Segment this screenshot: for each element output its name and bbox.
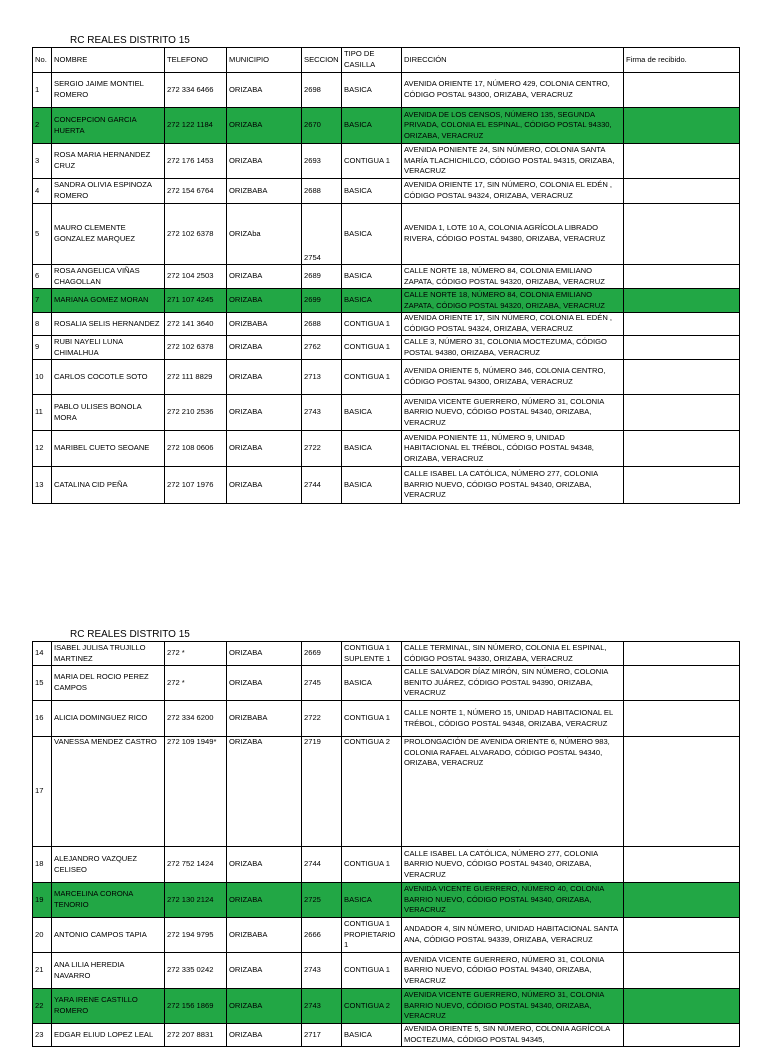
cell-direccion: CALLE SALVADOR DÍAZ MIRÓN, SIN NÚMERO, COLONIA BENITO JUÁREZ, CÓDIGO POSTAL 94390, ORIZABA, VERACRUZ [402, 666, 624, 701]
cell-tipo-casilla: BASICA [342, 395, 402, 431]
cell-firma [624, 883, 740, 918]
cell-seccion: 2688 [302, 313, 342, 336]
cell-municipio: ORIZABA [227, 289, 302, 313]
table-row [33, 395, 740, 431]
cell-no: 13 [33, 467, 52, 504]
table-row [33, 289, 740, 313]
cell-municipio: ORIZABA [227, 73, 302, 108]
cell-nombre: MARIA DEL ROCIO PEREZ CAMPOS [52, 666, 165, 701]
cell-nombre: PABLO ULISES BONOLA MORA [52, 395, 165, 431]
header-no: No. [33, 48, 52, 73]
cell-tipo-casilla: BASICA [342, 204, 402, 265]
table-row [33, 73, 740, 108]
cell-direccion: CALLE NORTE 1, NÚMERO 15, UNIDAD HABITACIONAL EL TRÉBOL, CÓDIGO POSTAL 94348, ORIZABA, VERACRUZ [402, 701, 624, 737]
cell-tipo-casilla: CONTIGUA 2 [342, 737, 402, 847]
cell-municipio: ORIZABA [227, 883, 302, 918]
table-row [33, 144, 740, 179]
cell-firma [624, 642, 740, 666]
cell-nombre: VANESSA MENDEZ CASTRO [52, 737, 165, 847]
cell-tipo-casilla: CONTIGUA 2 [342, 989, 402, 1024]
cell-tipo-casilla: CONTIGUA 1 [342, 701, 402, 737]
cell-no: 10 [33, 360, 52, 395]
cell-no: 3 [33, 144, 52, 179]
cell-no: 2 [33, 108, 52, 144]
cell-direccion: CALLE NORTE 18, NÚMERO 84, COLONIA EMILIANO ZAPATA, CÓDIGO POSTAL 94320, ORIZABA, VERACRUZ [402, 265, 624, 289]
block-title: RC REALES DISTRITO 15 [70, 35, 190, 46]
cell-direccion: AVENIDA PONIENTE 11, NÚMERO 9, UNIDAD HABITACIONAL EL TRÉBOL, CÓDIGO POSTAL 94348, ORIZABA, VERACRUZ [402, 431, 624, 467]
table-row [33, 953, 740, 989]
cell-municipio: ORIZABA [227, 265, 302, 289]
cell-firma [624, 918, 740, 953]
cell-firma [624, 467, 740, 504]
cell-firma [624, 336, 740, 360]
cell-municipio: ORIZABA [227, 1024, 302, 1047]
cell-nombre: ROSA MARIA HERNANDEZ CRUZ [52, 144, 165, 179]
cell-nombre: MAURO CLEMENTE GONZALEZ MARQUEZ [52, 204, 165, 265]
cell-telefono: 272 194 9795 [165, 918, 227, 953]
cell-telefono: 272 102 6378 [165, 204, 227, 265]
cell-telefono: 272 * [165, 642, 227, 666]
cell-municipio: ORIZABA [227, 144, 302, 179]
cell-municipio: ORIZABA [227, 642, 302, 666]
cell-firma [624, 360, 740, 395]
cell-nombre: CARLOS COCOTLE SOTO [52, 360, 165, 395]
cell-municipio: ORIZABA [227, 989, 302, 1024]
cell-nombre: ALICIA DOMINGUEZ RICO [52, 701, 165, 737]
cell-seccion: 2719 [302, 737, 342, 847]
block-title: RC REALES DISTRITO 15 [70, 629, 190, 640]
cell-tipo-casilla: CONTIGUA 1 [342, 360, 402, 395]
cell-municipio: ORIZBABA [227, 179, 302, 204]
cell-municipio: ORIZBABA [227, 918, 302, 953]
table-row [33, 431, 740, 467]
cell-nombre: YARA IRENE CASTILLO ROMERO [52, 989, 165, 1024]
cell-no: 20 [33, 918, 52, 953]
cell-telefono: 272 109 1949* [165, 737, 227, 847]
cell-no: 7 [33, 289, 52, 313]
header-direccion: DIRECCIÓN [402, 48, 624, 73]
cell-telefono: 272 752 1424 [165, 847, 227, 883]
cell-seccion: 2743 [302, 953, 342, 989]
cell-tipo-casilla: CONTIGUA 1 [342, 953, 402, 989]
cell-no: 8 [33, 313, 52, 336]
cell-telefono: 272 334 6466 [165, 73, 227, 108]
cell-tipo-casilla: BASICA [342, 73, 402, 108]
cell-municipio: ORIZBABA [227, 701, 302, 737]
table-row [33, 265, 740, 289]
table-row [33, 737, 740, 847]
cell-telefono: 272 111 8829 [165, 360, 227, 395]
cell-nombre: SERGIO JAIME MONTIEL ROMERO [52, 73, 165, 108]
cell-municipio: ORIZABA [227, 395, 302, 431]
table-row [33, 179, 740, 204]
cell-firma [624, 395, 740, 431]
cell-direccion: AVENIDA ORIENTE 5, SIN NÚMERO, COLONIA AGRÍCOLA MOCTEZUMA, CÓDIGO POSTAL 94345, [402, 1024, 624, 1047]
cell-nombre: RUBI NAYELI LUNA CHIMALHUA [52, 336, 165, 360]
cell-nombre: ROSA ANGELICA VIÑAS CHAGOLLAN [52, 265, 165, 289]
table-row [33, 989, 740, 1024]
cell-no: 14 [33, 642, 52, 666]
cell-direccion: AVENIDA ORIENTE 5, NÚMERO 346, COLONIA CENTRO, CÓDIGO POSTAL 94300, ORIZABA, VERACRUZ [402, 360, 624, 395]
cell-no: 1 [33, 73, 52, 108]
cell-no: 15 [33, 666, 52, 701]
cell-direccion: AVENIDA VICENTE GUERRERO, NÚMERO 31, COLONIA BARRIO NUEVO, CÓDIGO POSTAL 94340, ORIZABA, VERACRUZ [402, 395, 624, 431]
cell-seccion: 2699 [302, 289, 342, 313]
cell-direccion: AVENIDA VICENTE GUERRERO, NÚMERO 31, COLONIA BARRIO NUEVO, CÓDIGO POSTAL 94340, ORIZABA, VERACRUZ [402, 989, 624, 1024]
table-row [33, 108, 740, 144]
cell-telefono: 272 130 2124 [165, 883, 227, 918]
cell-seccion: 2689 [302, 265, 342, 289]
cell-seccion: 2713 [302, 360, 342, 395]
cell-seccion: 2693 [302, 144, 342, 179]
cell-firma [624, 847, 740, 883]
cell-tipo-casilla: BASICA [342, 666, 402, 701]
cell-no: 22 [33, 989, 52, 1024]
cell-seccion: 2725 [302, 883, 342, 918]
cell-firma [624, 953, 740, 989]
cell-telefono: 272 156 1869 [165, 989, 227, 1024]
cell-telefono: 272 141 3640 [165, 313, 227, 336]
cell-direccion: AVENIDA VICENTE GUERRERO, NÚMERO 40, COLONIA BARRIO NUEVO, CÓDIGO POSTAL 94340, ORIZABA, VERACRUZ [402, 883, 624, 918]
cell-seccion: 2688 [302, 179, 342, 204]
cell-no: 21 [33, 953, 52, 989]
cell-nombre: EDGAR ELIUD LOPEZ LEAL [52, 1024, 165, 1047]
cell-firma [624, 179, 740, 204]
table-row [33, 701, 740, 737]
cell-no: 23 [33, 1024, 52, 1047]
cell-seccion: 2669 [302, 642, 342, 666]
header-seccion: SECCION [302, 48, 342, 73]
cell-municipio: ORIZABA [227, 847, 302, 883]
cell-seccion: 2754 [302, 204, 342, 265]
cell-nombre: ALEJANDRO VAZQUEZ CELISEO [52, 847, 165, 883]
cell-firma [624, 666, 740, 701]
cell-firma [624, 431, 740, 467]
cell-telefono: 272 122 1184 [165, 108, 227, 144]
table-row [33, 1024, 740, 1047]
header-tipo-casilla: TIPO DE CASILLA [342, 48, 402, 73]
cell-telefono: 271 107 4245 [165, 289, 227, 313]
cell-tipo-casilla: CONTIGUA 1 [342, 313, 402, 336]
cell-tipo-casilla: BASICA [342, 467, 402, 504]
cell-telefono: 272 107 1976 [165, 467, 227, 504]
cell-nombre: MARIANA GOMEZ MORAN [52, 289, 165, 313]
cell-tipo-casilla: CONTIGUA 1 SUPLENTE 1 [342, 642, 402, 666]
cell-direccion: CALLE ISABEL LA CATÓLICA, NÚMERO 277, COLONIA BARRIO NUEVO, CÓDIGO POSTAL 94340, ORIZABA, VERACRUZ [402, 467, 624, 504]
cell-direccion: ANDADOR 4, SIN NÚMERO, UNIDAD HABITACIONAL SANTA ANA, CÓDIGO POSTAL 94339, ORIZABA, VERACRUZ [402, 918, 624, 953]
cell-direccion: CALLE ISABEL LA CATÓLICA, NÚMERO 277, COLONIA BARRIO NUEVO, CÓDIGO POSTAL 94340, ORIZABA, VERACRUZ [402, 847, 624, 883]
roster-table-2 [32, 641, 740, 1047]
table-row [33, 883, 740, 918]
cell-firma [624, 108, 740, 144]
cell-firma [624, 144, 740, 179]
cell-nombre: CONCEPCION GARCIA HUERTA [52, 108, 165, 144]
table-row [33, 642, 740, 666]
header-nombre: NOMBRE [52, 48, 165, 73]
cell-firma [624, 204, 740, 265]
cell-no: 5 [33, 204, 52, 265]
cell-tipo-casilla: BASICA [342, 1024, 402, 1047]
cell-direccion: AVENIDA PONIENTE 24, SIN NÚMERO, COLONIA SANTA MARÍA TLACHICHILCO, CÓDIGO POSTAL 94315, ORIZABA, VERACRUZ [402, 144, 624, 179]
cell-firma [624, 289, 740, 313]
cell-telefono: 272 * [165, 666, 227, 701]
cell-direccion: AVENIDA ORIENTE 17, SIN NÚMERO, COLONIA EL EDÉN , CÓDIGO POSTAL 94324, ORIZABA, VERACRUZ [402, 313, 624, 336]
cell-telefono: 272 176 1453 [165, 144, 227, 179]
cell-firma [624, 701, 740, 737]
cell-firma [624, 1024, 740, 1047]
cell-firma [624, 73, 740, 108]
cell-nombre: SANDRA OLIVIA ESPINOZA ROMERO [52, 179, 165, 204]
cell-direccion: AVENIDA ORIENTE 17, NÚMERO 429, COLONIA CENTRO, CÓDIGO POSTAL 94300, ORIZABA, VERACRUZ [402, 73, 624, 108]
cell-seccion: 2743 [302, 989, 342, 1024]
cell-tipo-casilla: CONTIGUA 1 PROPIETARIO 1 [342, 918, 402, 953]
header-firma: Firma de recibido. [624, 48, 740, 73]
cell-telefono: 272 154 6764 [165, 179, 227, 204]
cell-direccion: PROLONGACIÓN DE AVENIDA ORIENTE 6, NÚMERO 983, COLONIA RAFAEL ALVARADO, CÓDIGO POSTAL 94340, ORIZABA, VERACRUZ [402, 737, 624, 847]
cell-tipo-casilla: BASICA [342, 289, 402, 313]
cell-tipo-casilla: BASICA [342, 265, 402, 289]
cell-seccion: 2743 [302, 395, 342, 431]
cell-municipio: ORIZABA [227, 360, 302, 395]
roster-table-1 [32, 47, 740, 504]
cell-direccion: CALLE 3, NÚMERO 31, COLONIA MOCTEZUMA, CÓDIGO POSTAL 94380, ORIZABA, VERACRUZ [402, 336, 624, 360]
cell-tipo-casilla: BASICA [342, 883, 402, 918]
cell-seccion: 2666 [302, 918, 342, 953]
cell-seccion: 2717 [302, 1024, 342, 1047]
cell-direccion: AVENIDA ORIENTE 17, SIN NÚMERO, COLONIA EL EDÉN , CÓDIGO POSTAL 94324, ORIZABA, VERACRUZ [402, 179, 624, 204]
cell-tipo-casilla: BASICA [342, 108, 402, 144]
cell-municipio: ORIZABA [227, 467, 302, 504]
cell-telefono: 272 207 8831 [165, 1024, 227, 1047]
cell-telefono: 272 210 2536 [165, 395, 227, 431]
cell-seccion: 2744 [302, 847, 342, 883]
cell-no: 12 [33, 431, 52, 467]
cell-direccion: AVENIDA 1, LOTE 10 A, COLONIA AGRÍCOLA LIBRADO RIVERA, CÓDIGO POSTAL 94380, ORIZABA, VERACRUZ [402, 204, 624, 265]
cell-municipio: ORIZABA [227, 108, 302, 144]
cell-nombre: ROSALIA SELIS HERNANDEZ [52, 313, 165, 336]
cell-firma [624, 265, 740, 289]
cell-no: 17 [33, 737, 52, 847]
cell-no: 6 [33, 265, 52, 289]
cell-telefono: 272 335 0242 [165, 953, 227, 989]
cell-nombre: CATALINA CID PEÑA [52, 467, 165, 504]
cell-seccion: 2698 [302, 73, 342, 108]
cell-municipio: ORIZABA [227, 431, 302, 467]
cell-telefono: 272 108 0606 [165, 431, 227, 467]
table-row [33, 467, 740, 504]
cell-seccion: 2744 [302, 467, 342, 504]
cell-nombre: MARIBEL CUETO SEOANE [52, 431, 165, 467]
table-row [33, 847, 740, 883]
cell-nombre: ANA LILIA HEREDIA NAVARRO [52, 953, 165, 989]
table-row [33, 666, 740, 701]
header-telefono: TELEFONO [165, 48, 227, 73]
cell-municipio: ORIZABA [227, 336, 302, 360]
cell-municipio: ORIZBABA [227, 313, 302, 336]
cell-direccion: AVENIDA DE LOS CENSOS, NÚMERO 135, SEGUNDA PRIVADA, COLONIA EL ESPINAL, CÓDIGO POSTAL 94330, ORIZABA, VERACRUZ [402, 108, 624, 144]
cell-no: 9 [33, 336, 52, 360]
cell-seccion: 2670 [302, 108, 342, 144]
cell-tipo-casilla: CONTIGUA 1 [342, 847, 402, 883]
cell-firma [624, 313, 740, 336]
cell-telefono: 272 102 6378 [165, 336, 227, 360]
table-row [33, 918, 740, 953]
cell-firma [624, 737, 740, 847]
cell-direccion: CALLE TERMINAL, SIN NÚMERO, COLONIA EL ESPINAL, CÓDIGO POSTAL 94330, ORIZABA, VERACRUZ [402, 642, 624, 666]
cell-tipo-casilla: BASICA [342, 431, 402, 467]
table-row [33, 336, 740, 360]
cell-tipo-casilla: BASICA [342, 179, 402, 204]
cell-municipio: ORIZABA [227, 737, 302, 847]
table-row [33, 360, 740, 395]
cell-tipo-casilla: CONTIGUA 1 [342, 336, 402, 360]
cell-no: 19 [33, 883, 52, 918]
header-row [33, 48, 740, 73]
table-row [33, 313, 740, 336]
cell-nombre: ANTONIO CAMPOS TAPIA [52, 918, 165, 953]
cell-seccion: 2722 [302, 701, 342, 737]
cell-municipio: ORIZABA [227, 666, 302, 701]
cell-telefono: 272 334 6200 [165, 701, 227, 737]
cell-seccion: 2762 [302, 336, 342, 360]
header-municipio: MUNICIPIO [227, 48, 302, 73]
cell-nombre: MARCELINA CORONA TENORIO [52, 883, 165, 918]
cell-no: 18 [33, 847, 52, 883]
cell-seccion: 2722 [302, 431, 342, 467]
cell-direccion: AVENIDA VICENTE GUERRERO, NÚMERO 31, COLONIA BARRIO NUEVO, CÓDIGO POSTAL 94340, ORIZABA, VERACRUZ [402, 953, 624, 989]
cell-nombre: ISABEL JULISA TRUJILLO MARTINEZ [52, 642, 165, 666]
cell-seccion: 2745 [302, 666, 342, 701]
cell-telefono: 272 104 2503 [165, 265, 227, 289]
cell-direccion: CALLE NORTE 18, NÚMERO 84, COLONIA EMILIANO ZAPATA, CÓDIGO POSTAL 94320, ORIZABA, VERACRUZ [402, 289, 624, 313]
cell-no: 16 [33, 701, 52, 737]
cell-municipio: ORIZABA [227, 953, 302, 989]
cell-no: 4 [33, 179, 52, 204]
cell-firma [624, 989, 740, 1024]
cell-tipo-casilla: CONTIGUA 1 [342, 144, 402, 179]
table-row [33, 204, 740, 265]
cell-municipio: ORIZAba [227, 204, 302, 265]
cell-no: 11 [33, 395, 52, 431]
